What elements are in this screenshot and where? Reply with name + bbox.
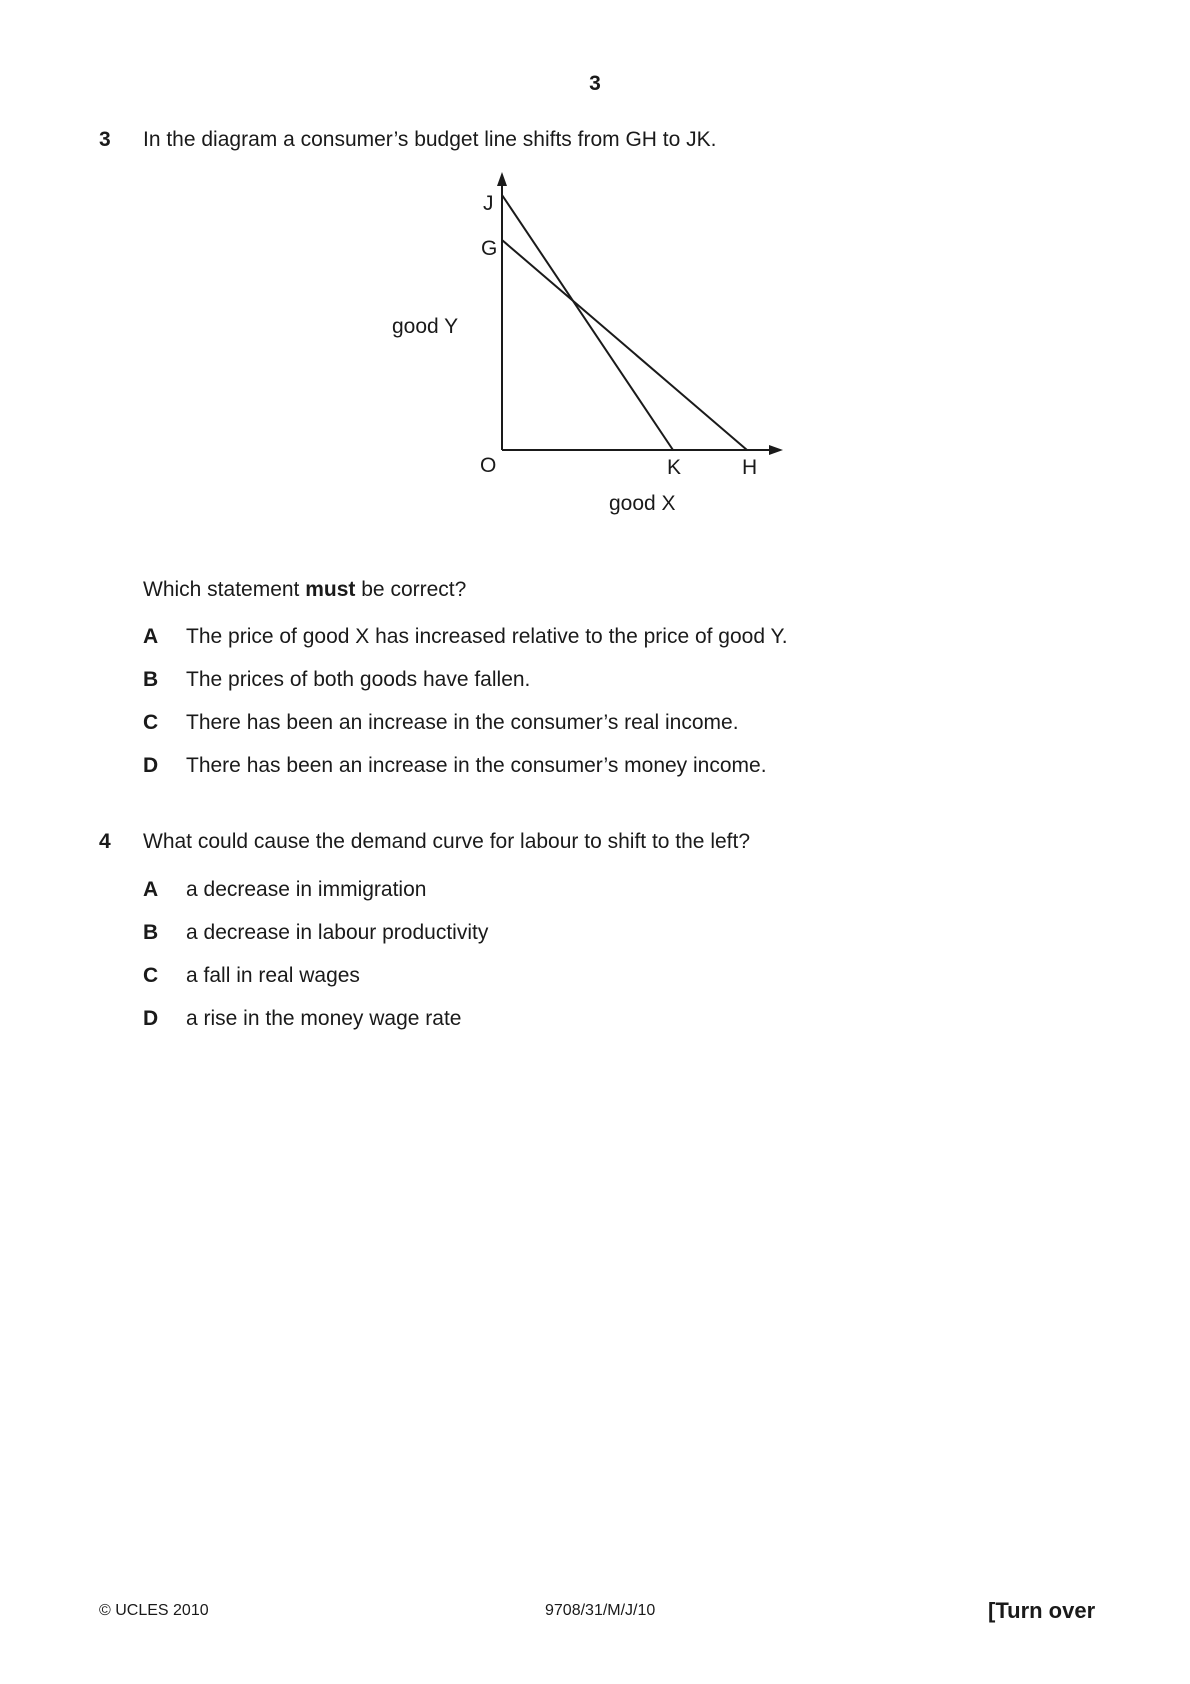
point-j-label: J [483, 192, 494, 215]
footer-copyright: © UCLES 2010 [99, 1602, 209, 1619]
q3-option-c-letter: C [143, 711, 159, 734]
q3-option-d-text: There has been an increase in the consumer’s money income. [186, 754, 767, 777]
q3-option-a-text: The price of good X has increased relative to the price of good Y. [186, 625, 788, 648]
q4-option-c-text: a fall in real wages [186, 964, 360, 987]
x-axis-arrow [769, 445, 783, 455]
question-4-stem: What could cause the demand curve for labour to shift to the left? [143, 830, 751, 853]
q4-option-b-text: a decrease in labour productivity [186, 921, 489, 944]
q3-option-d-letter: D [143, 754, 159, 777]
q4-option-c-letter: C [143, 964, 159, 987]
prompt-part-2: be correct? [355, 578, 467, 601]
page-number: 3 [589, 72, 601, 95]
q3-option-c-text: There has been an increase in the consumer’s real income. [186, 711, 739, 734]
footer-turn-over: [Turn over [988, 1598, 1096, 1623]
footer-paper-code: 9708/31/M/J/10 [545, 1602, 656, 1619]
q4-option-b-letter: B [143, 921, 159, 944]
q4-option-a-letter: A [143, 878, 159, 901]
question-3-number: 3 [99, 128, 111, 151]
y-axis-arrow [497, 172, 507, 186]
q4-option-d-letter: D [143, 1007, 159, 1030]
budget-line-gh [502, 240, 747, 450]
prompt-part-1: Which statement [143, 578, 306, 601]
q4-option-a-text: a decrease in immigration [186, 878, 427, 901]
question-3-prompt [143, 578, 466, 602]
origin-label: O [480, 454, 497, 477]
point-g-label: G [481, 237, 498, 260]
point-h-label: H [742, 456, 758, 479]
q3-option-a-letter: A [143, 625, 159, 648]
prompt-emphasis: must [305, 578, 356, 601]
budget-line-diagram [380, 170, 820, 550]
q3-option-b-text: The prices of both goods have fallen. [186, 668, 531, 691]
question-4-number: 4 [99, 830, 111, 853]
y-axis-label: good Y [392, 315, 459, 338]
question-3-stem: In the diagram a consumer’s budget line shifts from GH to JK. [143, 128, 717, 151]
q3-option-b-letter: B [143, 668, 159, 691]
budget-line-jk [502, 195, 673, 450]
point-k-label: K [667, 456, 682, 479]
q4-option-d-text: a rise in the money wage rate [186, 1007, 462, 1030]
x-axis-label: good X [609, 492, 676, 515]
